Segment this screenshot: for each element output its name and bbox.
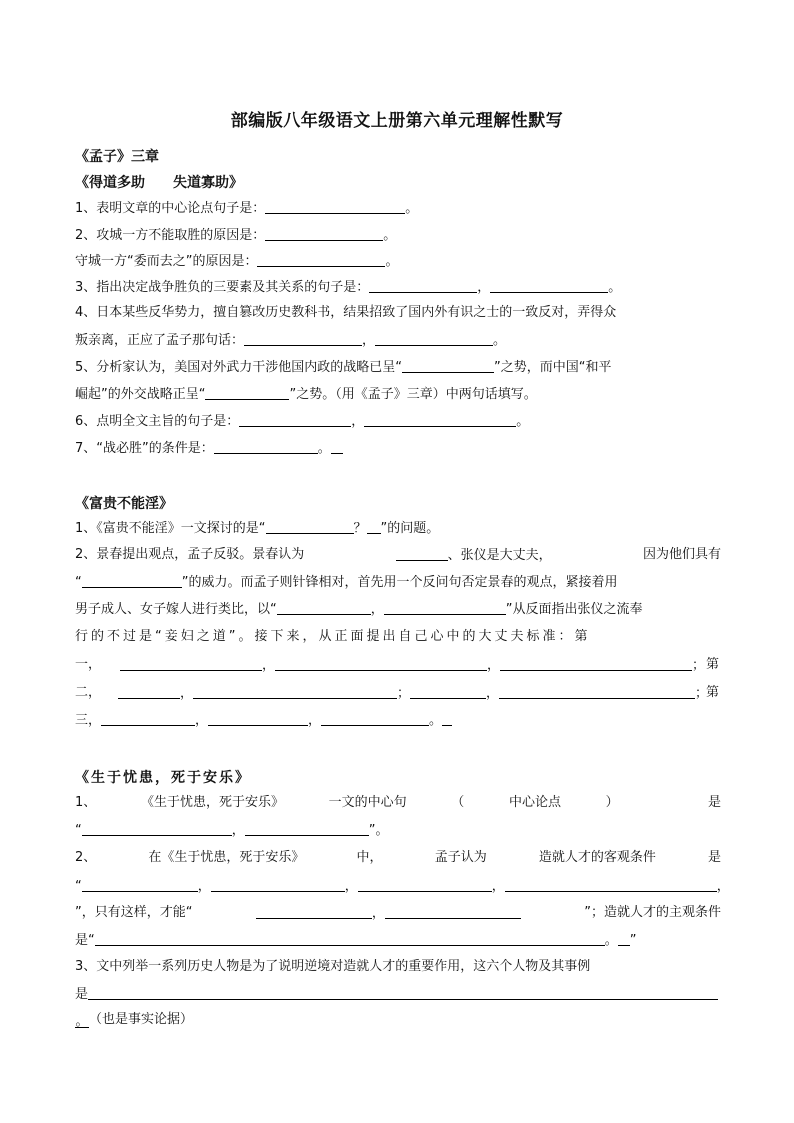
question-line: “ ， ， ， ，	[75, 879, 730, 894]
answer-blank[interactable]	[266, 520, 354, 534]
question-line: 2、景春提出观点，孟子反驳。景春认为 、张仪是大丈夫， 因为他们具有	[75, 547, 721, 563]
section-heading-shengyu: 《生于忧患，死于安乐》	[75, 770, 251, 786]
answer-blank[interactable]	[95, 932, 605, 946]
question-line: 2、 在《生于忧患，死于安乐》 中， 孟子认为 造就人才的客观条件 是	[75, 850, 721, 865]
answer-blank[interactable]	[410, 685, 486, 699]
line-label: 第	[706, 657, 720, 672]
answer-blank[interactable]	[358, 878, 492, 892]
question-line: “ ”的威力。而孟子则针锋相对，首先用一个反问句否定景春的观点，紧接着用	[75, 575, 618, 590]
answer-blank[interactable]	[277, 601, 371, 615]
answer-blank[interactable]	[101, 712, 195, 726]
answer-blank[interactable]	[275, 657, 487, 671]
question-line: 3、指出决定战争胜负的三要素及其关系的句子是： ， 。	[75, 280, 622, 295]
answer-blank[interactable]	[396, 547, 448, 561]
answer-blank[interactable]	[244, 332, 362, 346]
question-line: 守城一方“委而去之”的原因是： 。	[75, 254, 399, 269]
section-heading-mengzi: 《孟子》三章	[75, 149, 159, 165]
answer-blank[interactable]	[369, 279, 477, 293]
page-title: 部编版八年级语文上册第六单元理解性默写	[230, 111, 564, 131]
answer-blank[interactable]	[331, 440, 343, 454]
answer-blank[interactable]	[88, 986, 718, 1000]
question-line: 7、“战必胜”的条件是： 。	[75, 440, 721, 457]
answer-blank[interactable]: 。	[75, 1014, 89, 1029]
answer-blank[interactable]	[257, 253, 385, 267]
answer-blank[interactable]	[402, 359, 494, 373]
answer-blank[interactable]	[367, 520, 381, 534]
answer-blank[interactable]	[208, 712, 308, 726]
question-line: 3、文中列举一系列历史人物是为了说明逆境对造就人才的重要作用，这六个人物及其事例	[75, 959, 591, 974]
blank-row: ， ， ；	[120, 657, 705, 674]
answer-blank[interactable]	[384, 601, 506, 615]
line-label: 一，	[75, 657, 102, 672]
answer-blank[interactable]	[120, 657, 262, 671]
answer-blank[interactable]	[490, 279, 608, 293]
answer-blank[interactable]	[82, 574, 182, 588]
question-line: 2、攻城一方不能取胜的原因是： 。	[75, 228, 397, 243]
question-line: 1、 《生于忧患，死于安乐》 一文的中心句 （ 中心论点 ） 是	[75, 795, 721, 810]
blank-row: ， ； ， ；	[118, 685, 708, 702]
question-line: ”，只有这样，才能“ ， ”；造就人才的主观条件	[75, 905, 721, 921]
answer-blank[interactable]	[505, 878, 717, 892]
answer-blank[interactable]	[82, 878, 198, 892]
question-line: 男子成人、女子嫁人进行类比，以“ ， ”从反面指出张仪之流奉	[75, 602, 643, 617]
question-line: 是	[75, 986, 721, 1003]
answer-blank[interactable]	[211, 878, 345, 892]
answer-blank[interactable]	[239, 413, 351, 427]
answer-blank[interactable]	[205, 386, 289, 400]
answer-blank[interactable]	[82, 822, 232, 836]
answer-blank[interactable]	[618, 932, 630, 946]
answer-blank[interactable]	[265, 227, 383, 241]
answer-blank[interactable]	[499, 685, 695, 699]
question-line: “ ， ”。	[75, 823, 389, 838]
question-line: 是“ 。 ”	[75, 933, 637, 948]
question-line: 崛起”的外交战略正呈“ ”之势。（用《孟子》三章）中两句话填写。	[75, 387, 537, 402]
answer-blank[interactable]	[265, 200, 405, 214]
answer-blank[interactable]	[385, 905, 521, 919]
answer-blank[interactable]	[245, 822, 369, 836]
answer-blank[interactable]	[193, 685, 397, 699]
section-heading-fugui: 《富贵不能淫》	[75, 496, 173, 512]
question-line: 。（也是事实论据）	[75, 1012, 194, 1029]
answer-blank[interactable]	[321, 712, 429, 726]
question-line: 4、日本某些反华势力，擅自篡改历史教科书，结果招致了国内外有识之士的一致反对，弄得众	[75, 305, 617, 320]
line-label: 第	[706, 685, 720, 700]
question-line: 三， ， ， 。	[75, 712, 721, 729]
question-line: 1、表明文章的中心论点句子是： 。	[75, 201, 419, 216]
question-line: 行的不过是“妾妇之道”。接下来，从正面提出自己心中的大丈夫标准：第	[75, 629, 591, 644]
answer-blank[interactable]	[118, 685, 180, 699]
answer-blank[interactable]	[214, 440, 318, 454]
question-line: 叛亲离，正应了孟子那句话： ， 。	[75, 333, 507, 348]
answer-blank[interactable]	[256, 905, 372, 919]
answer-blank[interactable]	[364, 413, 516, 427]
line-label: 二，	[75, 685, 102, 700]
question-line: 6、点明全文主旨的句子是： ， 。	[75, 414, 530, 429]
answer-blank[interactable]	[500, 657, 692, 671]
answer-blank[interactable]	[442, 712, 452, 726]
answer-blank[interactable]	[375, 332, 493, 346]
question-line: 1、《富贵不能淫》一文探讨的是“ ？ ”的问题。	[75, 521, 440, 536]
question-line: 5、分析家认为，美国对外武力干涉他国内政的战略已呈“ ”之势，而中国“和平	[75, 360, 612, 375]
subsection-heading-dedao: 《得道多助 失道寡助》	[75, 175, 243, 191]
